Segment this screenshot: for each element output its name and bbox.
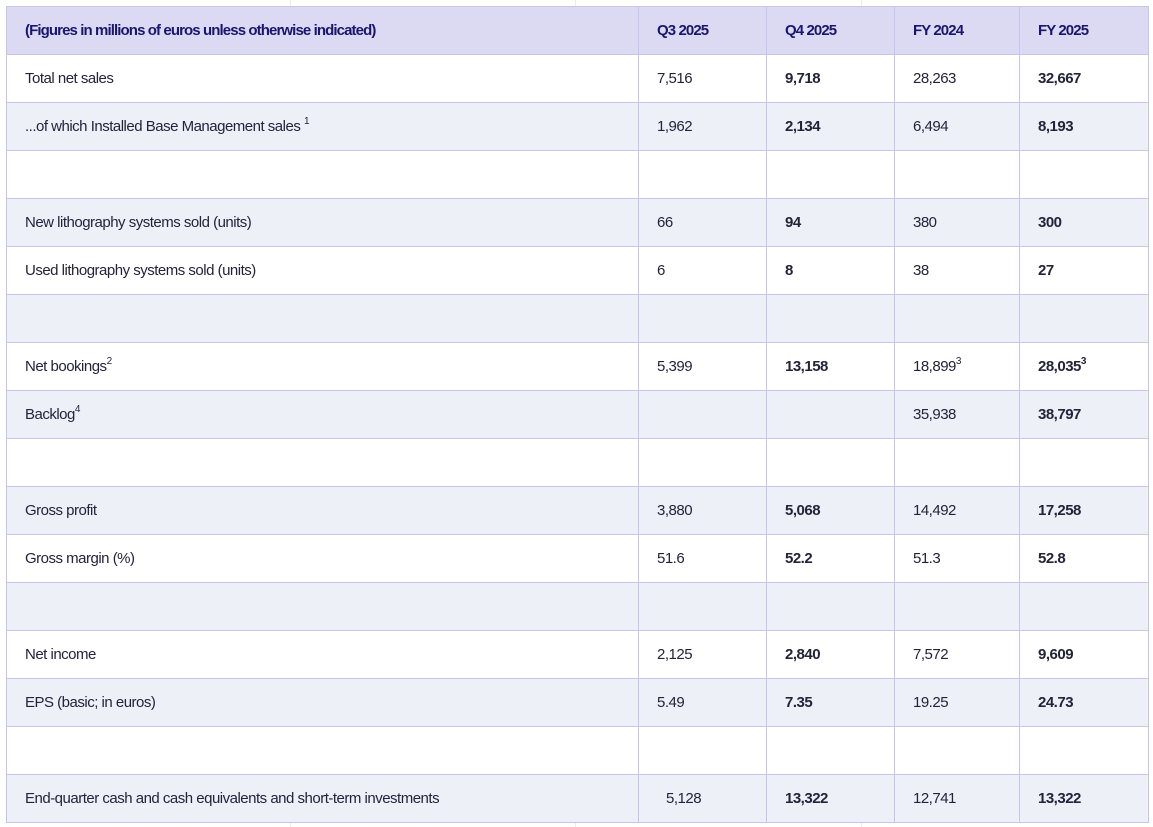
cell-fy-2025: 9,609 — [1020, 631, 1149, 679]
header-q3-2025: Q3 2025 — [639, 7, 767, 55]
cell-fy-2024: 12,741 — [895, 775, 1020, 823]
cell-fy-2024: 35,938 — [895, 391, 1020, 439]
table-row — [7, 487, 1149, 535]
table-row — [7, 199, 1149, 247]
header-q4-2025: Q4 2025 — [767, 7, 895, 55]
cell-q4-2025: 94 — [767, 199, 895, 247]
footnote-marker: 2 — [106, 356, 112, 367]
cell-q3-2025: 5,128 — [639, 775, 767, 823]
table-row — [7, 103, 1149, 151]
row-label — [7, 391, 639, 439]
row-label: Gross profit — [7, 487, 639, 535]
cell-fy-2024: 38 — [895, 247, 1020, 295]
cell-q3-2025: 5,399 — [639, 343, 767, 391]
table-row — [7, 775, 1149, 823]
table-row — [7, 55, 1149, 103]
cell-fy-2025 — [1020, 343, 1149, 391]
spacer-row — [7, 727, 1149, 775]
footnote-marker: 1 — [304, 116, 310, 127]
row-label: Net income — [7, 631, 639, 679]
table-header-row — [7, 7, 1149, 55]
row-label: New lithography systems sold (units) — [7, 199, 639, 247]
header-fy-2025: FY 2025 — [1020, 7, 1149, 55]
cell-q3-2025: 5.49 — [639, 679, 767, 727]
spacer-row — [7, 151, 1149, 199]
cell-q4-2025: 9,718 — [767, 55, 895, 103]
table-row — [7, 343, 1149, 391]
cell-fy-2024: 14,492 — [895, 487, 1020, 535]
cell-q3-2025: 66 — [639, 199, 767, 247]
table-row — [7, 631, 1149, 679]
cell-fy-2025: 24.73 — [1020, 679, 1149, 727]
cell-q4-2025: 8 — [767, 247, 895, 295]
cell-q3-2025: 1,962 — [639, 103, 767, 151]
cell-fy-2025: 38,797 — [1020, 391, 1149, 439]
cell-q3-2025: 3,880 — [639, 487, 767, 535]
footnote-marker: 3 — [1080, 356, 1086, 367]
cell-q4-2025: 52.2 — [767, 535, 895, 583]
cell-q4-2025: 2,134 — [767, 103, 895, 151]
cell-q3-2025 — [639, 391, 767, 439]
cell-q3-2025: 2,125 — [639, 631, 767, 679]
table-row — [7, 535, 1149, 583]
cell-value: 28,035 — [1038, 358, 1081, 375]
cell-fy-2024: 6,494 — [895, 103, 1020, 151]
row-label: Gross margin (%) — [7, 535, 639, 583]
cell-fy-2024: 19.25 — [895, 679, 1020, 727]
cell-fy-2024 — [895, 343, 1020, 391]
cell-q4-2025: 7.35 — [767, 679, 895, 727]
cell-fy-2024: 7,572 — [895, 631, 1020, 679]
financial-summary-table — [6, 6, 1149, 823]
table-row — [7, 679, 1149, 727]
cell-fy-2025: 13,322 — [1020, 775, 1149, 823]
cell-q4-2025: 13,322 — [767, 775, 895, 823]
footnote-marker: 4 — [74, 404, 80, 415]
row-label: EPS (basic; in euros) — [7, 679, 639, 727]
row-label: Used lithography systems sold (units) — [7, 247, 639, 295]
cell-q3-2025: 51.6 — [639, 535, 767, 583]
cell-fy-2025: 8,193 — [1020, 103, 1149, 151]
cell-q4-2025: 5,068 — [767, 487, 895, 535]
row-label: End-quarter cash and cash equivalents and short-term investments — [7, 775, 639, 823]
header-label: (Figures in millions of euros unless otherwise indicated) — [7, 7, 639, 55]
cell-q3-2025: 6 — [639, 247, 767, 295]
row-label — [7, 103, 639, 151]
cell-fy-2025: 52.8 — [1020, 535, 1149, 583]
row-label-text: ...of which Installed Base Management sales — [25, 118, 301, 135]
cell-fy-2025: 300 — [1020, 199, 1149, 247]
cell-q4-2025 — [767, 391, 895, 439]
table-row — [7, 391, 1149, 439]
footnote-marker: 3 — [955, 356, 961, 367]
cell-fy-2025: 32,667 — [1020, 55, 1149, 103]
row-label-text: Backlog — [25, 406, 75, 423]
table-row — [7, 247, 1149, 295]
header-fy-2024: FY 2024 — [895, 7, 1020, 55]
cell-fy-2025: 17,258 — [1020, 487, 1149, 535]
cell-fy-2025: 27 — [1020, 247, 1149, 295]
cell-value: 18,899 — [913, 358, 956, 375]
cell-fy-2024: 380 — [895, 199, 1020, 247]
spacer-row — [7, 439, 1149, 487]
cell-fy-2024: 28,263 — [895, 55, 1020, 103]
cell-q3-2025: 7,516 — [639, 55, 767, 103]
cell-q4-2025: 2,840 — [767, 631, 895, 679]
cell-fy-2024: 51.3 — [895, 535, 1020, 583]
row-label-text: Net bookings — [25, 358, 107, 375]
cell-q4-2025: 13,158 — [767, 343, 895, 391]
spacer-row — [7, 295, 1149, 343]
row-label: Total net sales — [7, 55, 639, 103]
spacer-row — [7, 583, 1149, 631]
row-label — [7, 343, 639, 391]
